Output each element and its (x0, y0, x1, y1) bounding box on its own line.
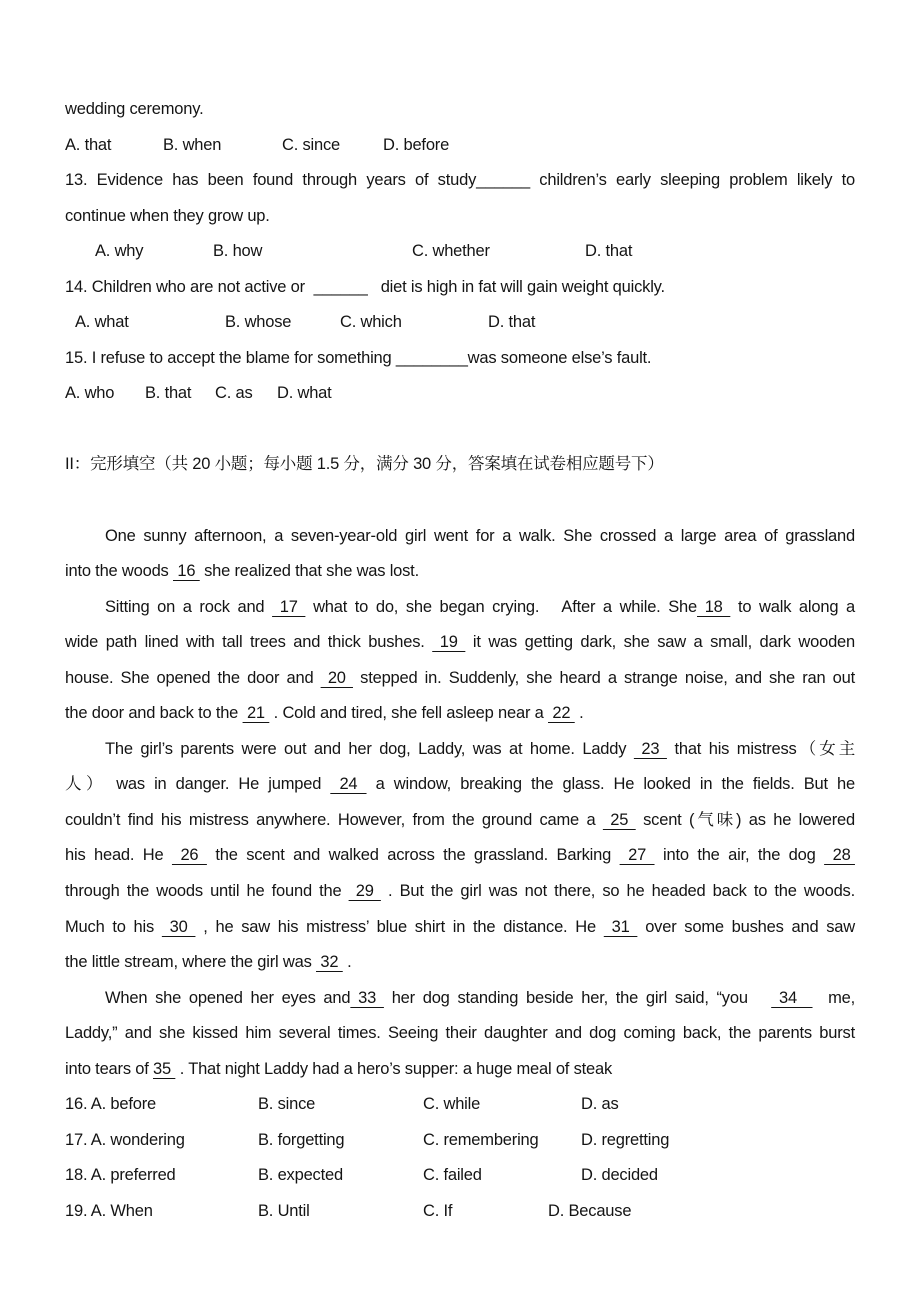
text-run: 15. I refuse to accept the blame for something ________was someone else’s fault. (65, 348, 652, 367)
option-item: B. expected (258, 1166, 343, 1185)
text-run: into tears of (65, 1059, 153, 1078)
text-run: over some bushes and saw (637, 917, 855, 936)
text-line (65, 945, 855, 981)
blank-underline: 16 (173, 562, 200, 581)
text-run: Much to his (65, 917, 162, 936)
text-run: what to do, she began crying. After a while. She (305, 597, 698, 616)
option-item: D. that (585, 242, 633, 261)
text-line (65, 874, 855, 910)
text-run: One sunny afternoon, a seven-year-old girl went for a walk. She crossed a large area of grassland (105, 526, 855, 545)
blank-underline: 23 (633, 739, 667, 758)
text-run: that his mistress（女主 (666, 739, 855, 758)
option-item: A. that (65, 135, 112, 154)
text-run: a window, breaking the glass. He looked in the fields. But he (366, 775, 855, 794)
blank-underline: 29 (348, 882, 381, 901)
option-item: D. regretting (581, 1130, 670, 1149)
option-item: B. that (145, 384, 192, 403)
option-item: D. Because (548, 1201, 632, 1220)
text-line (65, 803, 855, 839)
blank-underline: 17 (272, 597, 306, 616)
blank-underline: 20 (320, 668, 353, 687)
text-run: . (574, 704, 584, 723)
blank-underline: 19 (432, 633, 466, 652)
text-run: me, (812, 988, 856, 1007)
option-item: B. whose (225, 313, 292, 332)
text-run: . (342, 953, 352, 972)
text-run: to walk along a (730, 597, 855, 616)
text-run: house. She opened the door and (65, 668, 321, 687)
text-run: The girl’s parents were out and her dog, Laddy, was at home. Laddy (105, 739, 634, 758)
option-item: D. that (488, 313, 536, 332)
text-run: couldn’t find his mistress anywhere. However, from the ground came a (65, 810, 603, 829)
text-run: , he saw his mistress’ blue shirt in the distance. He (195, 917, 604, 936)
text-line (65, 732, 855, 768)
blank-underline: 30 (161, 917, 196, 936)
text-line (65, 554, 855, 590)
option-item: B. Until (258, 1201, 310, 1220)
text-run: into the woods (65, 562, 173, 581)
text-line (65, 1016, 855, 1052)
text-line (65, 519, 855, 555)
option-item: C. remembering (423, 1130, 539, 1149)
text-run: 14. Children who are not active or ______ diet is high in fat will gain weight quickly. (65, 277, 665, 296)
options-row (65, 1194, 855, 1230)
option-item: D. what (277, 384, 332, 403)
options-row (65, 1123, 855, 1159)
text-run: 人） was in danger. He jumped (65, 775, 331, 794)
options-row (65, 128, 855, 164)
text-line (65, 767, 855, 803)
options-row (65, 1087, 855, 1123)
text-run: it was getting dark, she saw a small, dark wooden (465, 633, 855, 652)
text-run: Laddy,” and she kissed him several times. Seeing their daughter and dog coming back, the parents burst (65, 1024, 855, 1043)
text-run: . Cold and tired, she fell asleep near a (269, 704, 548, 723)
blank-underline: 18 (697, 597, 731, 616)
text-run: wedding ceremony. (65, 100, 204, 118)
text-run: the door and back to the (65, 704, 243, 723)
text-line (65, 447, 855, 483)
text-run: through the woods until he found the (65, 882, 349, 901)
text-run: the scent and walked across the grassland. Barking (206, 846, 620, 865)
text-run: his head. He (65, 846, 172, 865)
text-line (65, 661, 855, 697)
option-item: B. when (163, 135, 222, 154)
option-item: C. If (423, 1201, 453, 1220)
text-run: continue when they grow up. (65, 206, 270, 225)
text-run: scent (气味) as he lowered (635, 810, 855, 829)
options-row (65, 376, 855, 412)
blank-underline: 27 (619, 846, 655, 865)
text-run: When she opened her eyes and (105, 988, 351, 1007)
option-item: A. why (95, 242, 144, 261)
option-item: A. what (75, 313, 129, 332)
option-item: 16. A. before (65, 1095, 156, 1114)
option-item: C. failed (423, 1166, 482, 1185)
blank-underline: 31 (603, 917, 638, 936)
option-item: D. before (383, 135, 450, 154)
text-line (65, 199, 855, 235)
text-run: the little stream, where the girl was (65, 953, 317, 972)
blank-underline: 22 (548, 704, 575, 723)
option-item: B. forgetting (258, 1130, 345, 1149)
option-item: 18. A. preferred (65, 1166, 176, 1185)
text-line (65, 981, 855, 1017)
text-line (65, 92, 855, 128)
text-line (65, 1052, 855, 1088)
option-item: C. which (340, 313, 402, 332)
option-item: 19. A. When (65, 1201, 153, 1220)
options-row (65, 305, 855, 341)
blank-underline: 34 (771, 988, 813, 1007)
blank-underline: 28 (824, 846, 855, 865)
blank-underline: 21 (242, 704, 270, 723)
options-row (65, 234, 855, 270)
text-run: her dog standing beside her, the girl said, “you (383, 988, 772, 1007)
blank-underline: 25 (602, 810, 636, 829)
option-item: D. as (581, 1095, 619, 1114)
text-line (65, 590, 855, 626)
spacer-line (65, 412, 855, 448)
blank-underline: 26 (171, 846, 207, 865)
text-line (65, 910, 855, 946)
option-item: B. how (213, 242, 263, 261)
option-item: 17. A. wondering (65, 1130, 185, 1149)
option-item: C. while (423, 1095, 481, 1114)
options-row (65, 1158, 855, 1194)
text-line (65, 696, 855, 732)
option-item: C. as (215, 384, 253, 403)
text-line (65, 341, 855, 377)
text-line (65, 625, 855, 661)
blank-underline: 24 (330, 775, 367, 794)
blank-underline: 35 (153, 1059, 176, 1078)
blank-underline: 33 (350, 988, 384, 1007)
text-run: . That night Laddy had a hero’s supper: a huge meal of steak (175, 1059, 613, 1078)
text-run: . But the girl was not there, so he headed back to the woods. (380, 882, 855, 901)
text-run: into the air, the dog (654, 846, 825, 865)
option-item: B. since (258, 1095, 316, 1114)
text-run: she realized that she was lost. (199, 562, 419, 581)
option-item: D. decided (581, 1166, 658, 1185)
text-run: wide path lined with tall trees and thick bushes. (65, 633, 433, 652)
text-run: stepped in. Suddenly, she heard a strange noise, and she ran out (352, 668, 855, 687)
option-item: A. who (65, 384, 115, 403)
text-run: II：完形填空（共 20 小题；每小题 1.5 分，满分 30 分，答案填在试卷相应题号下） (65, 455, 664, 474)
blank-underline: 32 (316, 953, 343, 972)
option-item: C. since (282, 135, 341, 154)
spacer-line (65, 483, 855, 519)
text-line (65, 838, 855, 874)
text-run: 13. Evidence has been found through years of study______ children’s early sleeping problem likely to (65, 171, 855, 190)
text-run: Sitting on a rock and (105, 597, 273, 616)
text-line (65, 163, 855, 199)
text-line (65, 270, 855, 306)
option-item: C. whether (412, 242, 490, 261)
